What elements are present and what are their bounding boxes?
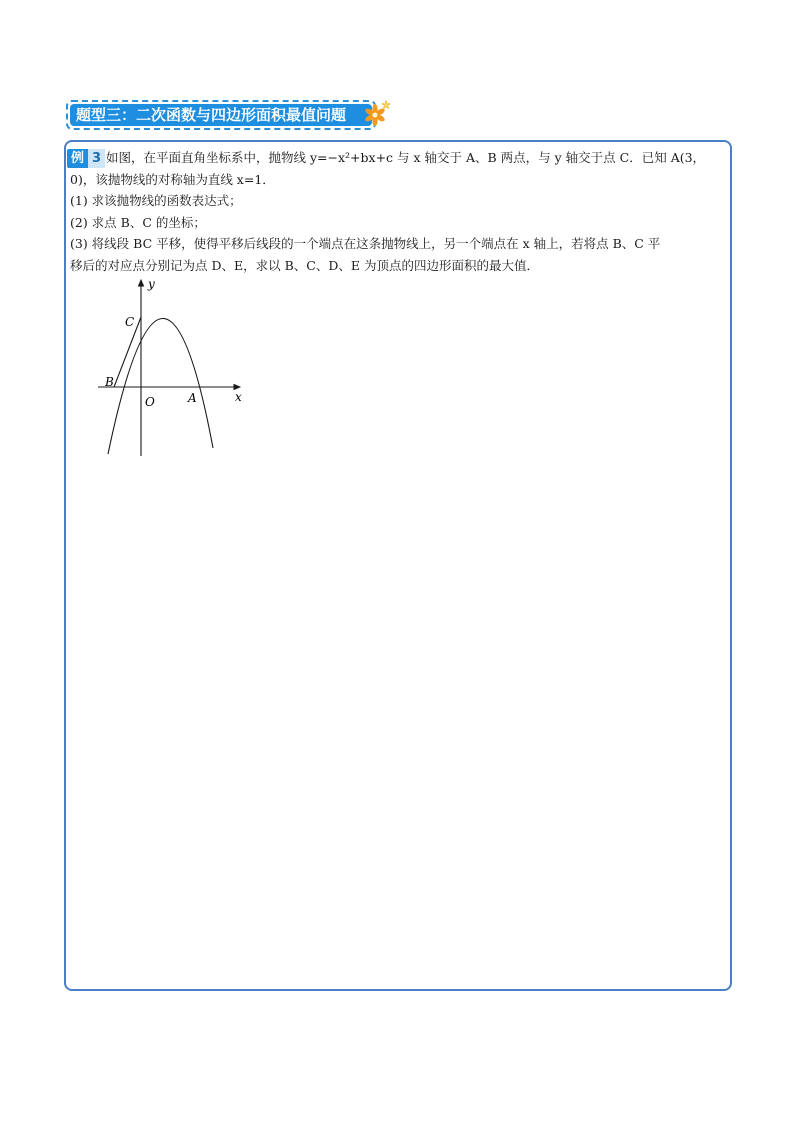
problem-stem-line2: 0)，该抛物线的对称轴为直线 x=1． bbox=[70, 171, 275, 187]
question-1: (1) 求该抛物线的函数表达式； bbox=[70, 193, 242, 208]
example-badge-label: 例 bbox=[67, 149, 88, 168]
label-b: B bbox=[105, 375, 114, 389]
example-badge-number: 3 bbox=[88, 149, 105, 168]
label-o: O bbox=[145, 395, 155, 409]
problem-text bbox=[70, 147, 725, 276]
parabola-figure bbox=[92, 274, 252, 459]
label-a: A bbox=[188, 391, 197, 405]
label-x: x bbox=[235, 390, 242, 404]
question-2: (2) 求点 B、C 的坐标； bbox=[70, 214, 206, 230]
problem-stem-line1: 如图，在平面直角坐标系中，抛物线 y=−x²+bx+c 与 x 轴交于 A、B 两点，与 y 轴交于点 C．已知 A(3， bbox=[106, 150, 706, 165]
flower-icon bbox=[361, 99, 391, 129]
parabola-curve bbox=[108, 318, 213, 454]
question-3-line2: 移后的对应点分别记为点 D、E，求以 B、C、D、E 为顶点的四边形面积的最大值． bbox=[70, 257, 539, 273]
section-title: 题型三：二次函数与四边形面积最值问题 bbox=[70, 104, 372, 126]
label-c: C bbox=[125, 315, 135, 329]
label-y: y bbox=[148, 277, 155, 291]
section-banner bbox=[66, 100, 376, 130]
question-3-line1: (3) 将线段 BC 平移，使得平移后线段的一个端点在这条抛物线上，另一个端点在 x 轴上，若将点 B、C 平 bbox=[70, 236, 661, 251]
